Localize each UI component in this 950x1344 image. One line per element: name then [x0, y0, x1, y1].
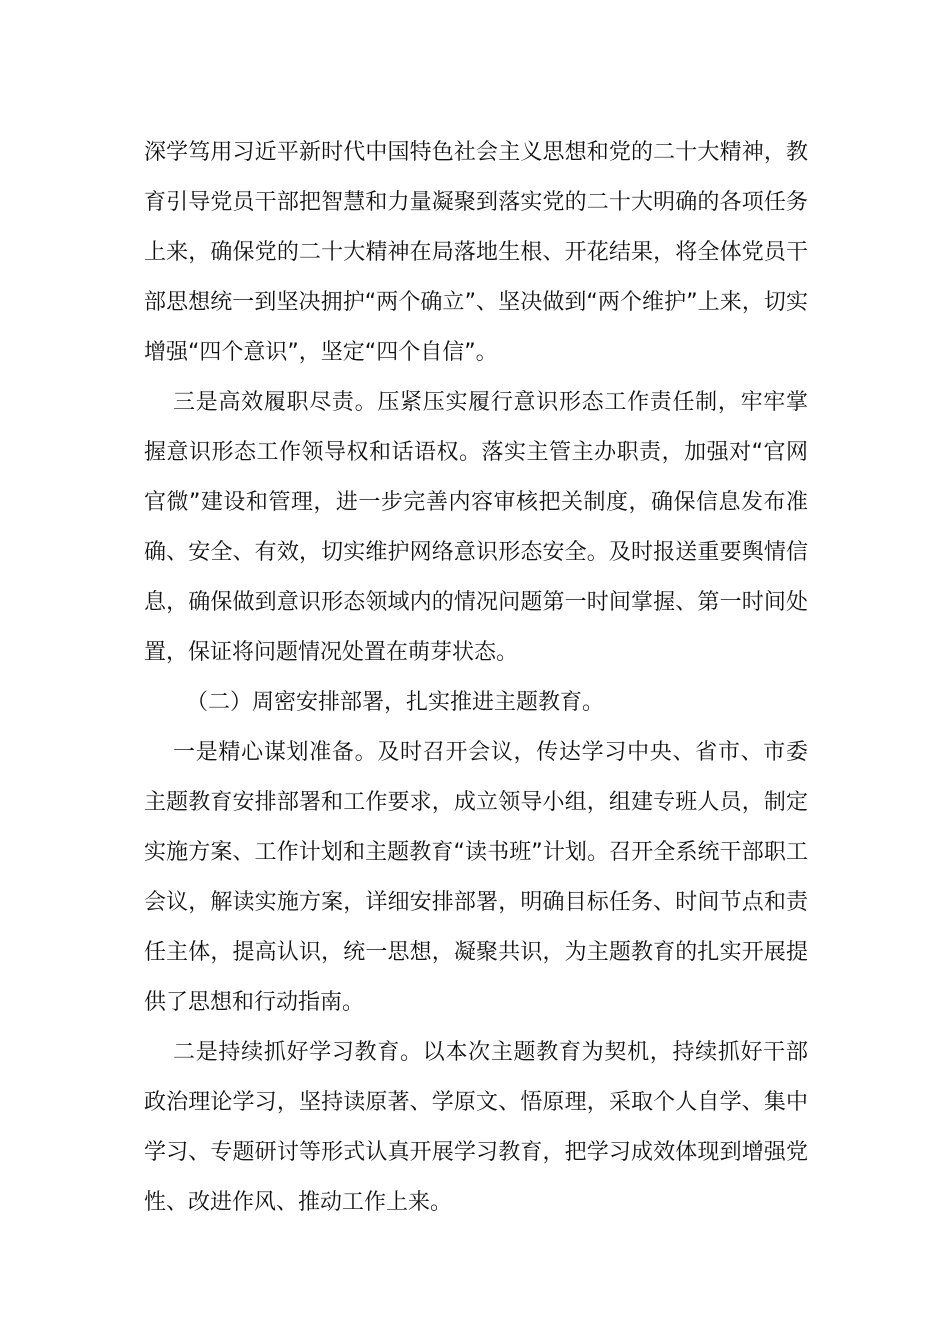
paragraph-continuation: 深学笃用习近平新时代中国特色社会主义思想和党的二十大精神，教育引导党员干部把智慧和力量凝聚到落实党的二十大明确的各项任务上来，确保党的二十大精神在局落地生根、开花结果，将全体党员干部思想统一到坚决拥护“两个确立”、坚决做到“两个维护”上来，切实增强“四个意识”，坚定“四个自信”。 [144, 140, 808, 365]
paragraph-point-2: 二是持续抓好学习教育。以本次主题教育为契机，持续抓好干部政治理论学习，坚持读原著、学原文、悟原理，采取个人自学、集中学习、专题研讨等形式认真开展学习教育，把学习成效体现到增强党性、改进作风、推动工作上来。 [144, 1040, 808, 1215]
paragraph-point-1: 一是精心谋划准备。及时召开会议，传达学习中央、省市、市委主题教育安排部署和工作要求，成立领导小组，组建专班人员，制定实施方案、工作计划和主题教育“读书班”计划。召开全系统干部职工会议，解读实施方案，详细安排部署，明确目标任务、时间节点和责任主体，提高认识，统一思想，凝聚共识，为主题教育的扎实开展提供了思想和行动指南。 [144, 740, 808, 1015]
section-2-heading: （二）周密安排部署，扎实推进主题教育。 [186, 690, 605, 715]
document-body [144, 128, 808, 1228]
paragraph-point-3: 三是高效履职尽责。压紧压实履行意识形态工作责任制，牢牢掌握意识形态工作领导权和话语权。落实主管主办职责，加强对“官网官微”建设和管理，进一步完善内容审核把关制度，确保信息发布准确、安全、有效，切实维护网络意识形态安全。及时报送重要舆情信息，确保做到意识形态领域内的情况问题第一时间掌握、第一时间处置，保证将问题情况处置在萌芽状态。 [144, 390, 808, 665]
